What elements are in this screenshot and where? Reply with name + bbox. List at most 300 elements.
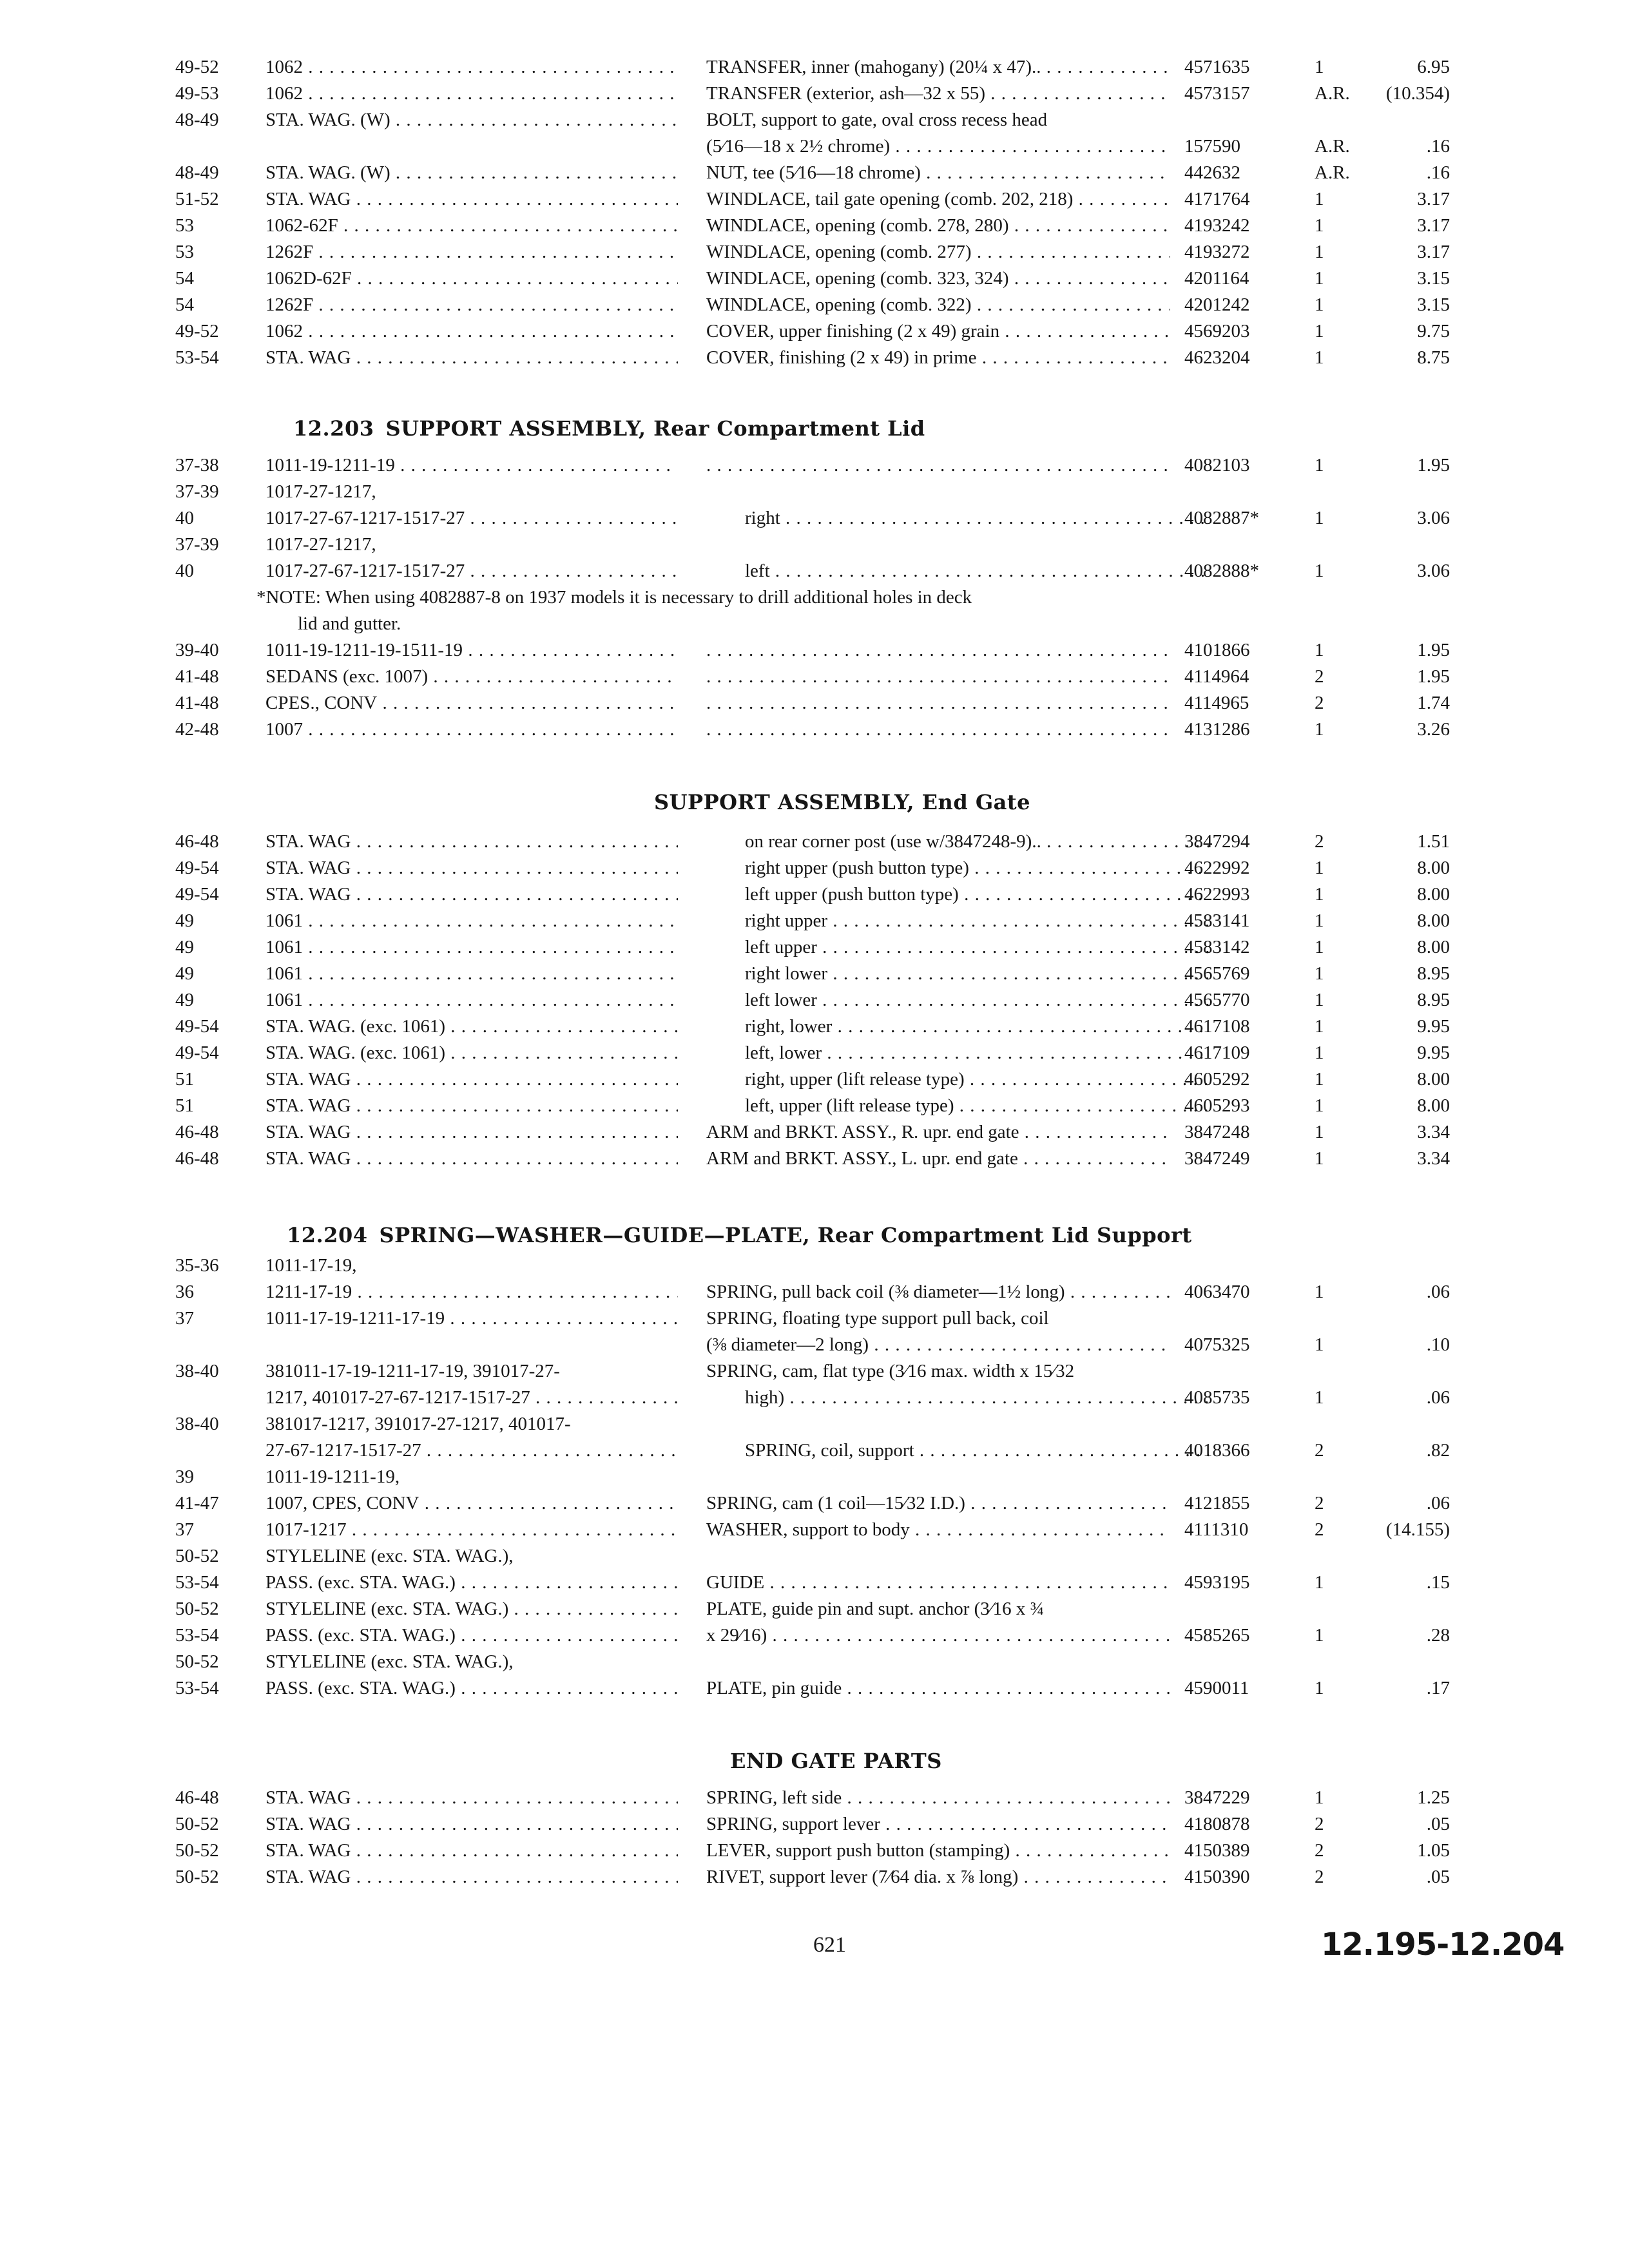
table-row bbox=[0, 1596, 1629, 1622]
year-range: 51 bbox=[175, 1095, 194, 1116]
section-title: END GATE PARTS bbox=[730, 1749, 942, 1773]
price: (14.155) bbox=[1385, 1519, 1450, 1540]
price: .15 bbox=[1426, 1572, 1450, 1593]
model-number: 1061 . . . bbox=[265, 934, 678, 961]
part-number: 4583142 bbox=[1184, 937, 1250, 957]
quantity: A.R. bbox=[1315, 83, 1350, 104]
part-number: 4150390 bbox=[1184, 1867, 1250, 1887]
table-row bbox=[0, 265, 1629, 292]
quantity: 1 bbox=[1315, 719, 1324, 740]
part-description: BOLT, support to gate, oval cross recess head bbox=[706, 110, 1048, 130]
quantity: 1 bbox=[1315, 1016, 1324, 1037]
price: 8.00 bbox=[1417, 937, 1450, 957]
price: 3.17 bbox=[1417, 215, 1450, 236]
table-row bbox=[0, 186, 1629, 213]
note-line-1: *NOTE: When using 4082887-8 on 1937 models it is necessary to drill additional holes in deck bbox=[256, 587, 972, 608]
part-description bbox=[706, 452, 1170, 479]
part-description: right, lower . . . bbox=[706, 1014, 1209, 1040]
table-row bbox=[0, 1517, 1629, 1543]
price: 8.00 bbox=[1417, 910, 1450, 931]
part-number: 3847229 bbox=[1184, 1787, 1250, 1808]
model-number: 27-67-1217-1517-27 . . . bbox=[265, 1437, 678, 1464]
model-number: 1011-17-19, bbox=[265, 1255, 357, 1276]
model-number: STA. WAG . . . bbox=[265, 1119, 678, 1146]
part-number: 4565770 bbox=[1184, 990, 1250, 1010]
quantity: 2 bbox=[1315, 1440, 1324, 1461]
part-number: 442632 bbox=[1184, 162, 1240, 183]
table-row bbox=[0, 452, 1629, 479]
price: 8.75 bbox=[1417, 347, 1450, 368]
table-row bbox=[0, 829, 1629, 855]
price: 8.00 bbox=[1417, 884, 1450, 905]
quantity: 1 bbox=[1315, 910, 1324, 931]
model-number: STA. WAG . . . bbox=[265, 1093, 678, 1119]
quantity: 1 bbox=[1315, 858, 1324, 878]
quantity: 1 bbox=[1315, 1625, 1324, 1646]
table-row bbox=[0, 292, 1629, 318]
quantity: 1 bbox=[1315, 937, 1324, 957]
part-description: SPRING, left side . . . bbox=[706, 1785, 1170, 1811]
year-range: 53-54 bbox=[175, 1678, 219, 1698]
note-line-2: lid and gutter. bbox=[298, 613, 401, 634]
table-row bbox=[0, 961, 1629, 987]
year-range: 49 bbox=[175, 937, 194, 957]
price: 3.26 bbox=[1417, 719, 1450, 740]
part-number: 4082888* bbox=[1184, 561, 1259, 581]
year-range: 53-54 bbox=[175, 347, 219, 368]
model-number: 1061 . . . bbox=[265, 987, 678, 1014]
price: .05 bbox=[1426, 1814, 1450, 1834]
table-row bbox=[0, 637, 1629, 664]
year-range: 54 bbox=[175, 268, 194, 289]
table-row bbox=[0, 1358, 1629, 1385]
table-row bbox=[0, 1811, 1629, 1838]
part-description: left, lower . . . bbox=[706, 1040, 1209, 1066]
quantity: 1 bbox=[1315, 990, 1324, 1010]
year-range: 51-52 bbox=[175, 189, 219, 209]
part-description: on rear corner post (use w/3847248-9).. . . . bbox=[706, 829, 1209, 855]
part-number: 4623204 bbox=[1184, 347, 1250, 368]
price: 3.34 bbox=[1417, 1122, 1450, 1142]
price: 8.00 bbox=[1417, 1095, 1450, 1116]
part-description: RIVET, support lever (7⁄64 dia. x ⅞ long) . . . bbox=[706, 1864, 1170, 1890]
parts-table-spring-washer-guide-plate bbox=[0, 1253, 1629, 1702]
year-range: 46-48 bbox=[175, 1122, 219, 1142]
model-number: 1217, 401017-27-67-1217-1517-27 . . . bbox=[265, 1385, 678, 1411]
table-row bbox=[0, 239, 1629, 265]
part-number: 4583141 bbox=[1184, 910, 1250, 931]
quantity: 1 bbox=[1315, 1148, 1324, 1169]
part-description: PLATE, pin guide . . . bbox=[706, 1675, 1170, 1702]
part-number: 4622993 bbox=[1184, 884, 1250, 905]
quantity: 1 bbox=[1315, 294, 1324, 315]
part-description: left upper (push button type) . . . bbox=[706, 881, 1209, 908]
part-number: 3847294 bbox=[1184, 831, 1250, 852]
year-range: 53 bbox=[175, 242, 194, 262]
model-number: STA. WAG . . . bbox=[265, 186, 678, 213]
price: 6.95 bbox=[1417, 57, 1450, 77]
part-number: 4101866 bbox=[1184, 640, 1250, 660]
table-row bbox=[0, 213, 1629, 239]
parts-table-lid-support-continued bbox=[0, 637, 1629, 743]
model-number: STA. WAG . . . bbox=[265, 881, 678, 908]
table-row bbox=[0, 1066, 1629, 1093]
section-range: 12.195-12.204 bbox=[1321, 1927, 1565, 1963]
table-row bbox=[0, 1570, 1629, 1596]
part-number: 4171764 bbox=[1184, 189, 1250, 209]
price: .28 bbox=[1426, 1625, 1450, 1646]
model-number: PASS. (exc. STA. WAG.) . . . bbox=[265, 1675, 678, 1702]
price: 1.51 bbox=[1417, 831, 1450, 852]
table-row bbox=[0, 1675, 1629, 1702]
page-number: 621 bbox=[813, 1933, 846, 1957]
price: 1.95 bbox=[1417, 455, 1450, 476]
year-range: 53-54 bbox=[175, 1625, 219, 1646]
quantity: 1 bbox=[1315, 242, 1324, 262]
table-row bbox=[0, 1864, 1629, 1890]
model-number: 1017-27-1217, bbox=[265, 481, 376, 502]
table-row bbox=[0, 881, 1629, 908]
price: 3.34 bbox=[1417, 1148, 1450, 1169]
year-range: 49 bbox=[175, 910, 194, 931]
table-row bbox=[0, 1490, 1629, 1517]
part-description: WINDLACE, opening (comb. 278, 280) . . . bbox=[706, 213, 1170, 239]
part-description: right, upper (lift release type) . . . bbox=[706, 1066, 1209, 1093]
part-number: 3847248 bbox=[1184, 1122, 1250, 1142]
price: 9.75 bbox=[1417, 321, 1450, 341]
part-description: SPRING, support lever . . . bbox=[706, 1811, 1170, 1838]
model-number: PASS. (exc. STA. WAG.) . . . bbox=[265, 1622, 678, 1649]
part-number: 4622992 bbox=[1184, 858, 1250, 878]
quantity: 1 bbox=[1315, 1043, 1324, 1063]
table-row bbox=[0, 107, 1629, 133]
quantity: 1 bbox=[1315, 1095, 1324, 1116]
year-range: 53 bbox=[175, 215, 194, 236]
table-row bbox=[0, 505, 1629, 532]
part-number: 4201164 bbox=[1184, 268, 1249, 289]
model-number: 1011-19-1211-19-1511-19 . . . bbox=[265, 637, 678, 664]
price: .17 bbox=[1426, 1678, 1450, 1698]
table-row bbox=[0, 1040, 1629, 1066]
quantity: 2 bbox=[1315, 693, 1324, 713]
model-number: 1061 . . . bbox=[265, 908, 678, 934]
year-range: 39 bbox=[175, 1466, 194, 1487]
part-description: SPRING, pull back coil (⅜ diameter—1½ long) . . . bbox=[706, 1279, 1170, 1305]
quantity: A.R. bbox=[1315, 136, 1350, 157]
model-number: 1211-17-19 . . . bbox=[265, 1279, 678, 1305]
part-description: SPRING, floating type support pull back, coil bbox=[706, 1308, 1049, 1329]
support-note bbox=[0, 584, 1629, 637]
part-number: 4617109 bbox=[1184, 1043, 1250, 1063]
model-number: STA. WAG. (exc. 1061) . . . bbox=[265, 1040, 678, 1066]
part-number: 4585265 bbox=[1184, 1625, 1250, 1646]
year-range: 48-49 bbox=[175, 162, 219, 183]
model-number: 1011-19-1211-19 . . . bbox=[265, 452, 678, 479]
model-number: CPES., CONV . . . bbox=[265, 690, 678, 716]
part-description: COVER, finishing (2 x 49) in prime . . . bbox=[706, 345, 1170, 371]
year-range: 49-52 bbox=[175, 57, 219, 77]
table-row bbox=[0, 1146, 1629, 1172]
table-row bbox=[0, 160, 1629, 186]
table-row bbox=[0, 855, 1629, 881]
year-range: 36 bbox=[175, 1282, 194, 1302]
year-range: 46-48 bbox=[175, 1148, 219, 1169]
part-number: 4114965 bbox=[1184, 693, 1249, 713]
model-number: PASS. (exc. STA. WAG.) . . . bbox=[265, 1570, 678, 1596]
year-range: 50-52 bbox=[175, 1599, 219, 1619]
year-range: 51 bbox=[175, 1069, 194, 1090]
quantity: 2 bbox=[1315, 831, 1324, 852]
part-number: 4590011 bbox=[1184, 1678, 1249, 1698]
model-number: 1262F . . . bbox=[265, 239, 678, 265]
year-range: 37 bbox=[175, 1308, 194, 1329]
table-row bbox=[0, 1649, 1629, 1675]
section-heading-12-204 bbox=[287, 1223, 1192, 1247]
table-row bbox=[0, 1014, 1629, 1040]
part-description: GUIDE . . . bbox=[706, 1570, 1170, 1596]
model-number: 1011-17-19-1211-17-19 . . . bbox=[265, 1305, 678, 1332]
part-number: 4150389 bbox=[1184, 1840, 1250, 1861]
table-row bbox=[0, 934, 1629, 961]
year-range: 49 bbox=[175, 963, 194, 984]
model-number: STA. WAG . . . bbox=[265, 855, 678, 881]
quantity: 1 bbox=[1315, 1787, 1324, 1808]
table-row bbox=[0, 1785, 1629, 1811]
model-number: 1017-1217 . . . bbox=[265, 1517, 678, 1543]
quantity: 1 bbox=[1315, 189, 1324, 209]
table-row bbox=[0, 1385, 1629, 1411]
part-description: LEVER, support push button (stamping) . . . bbox=[706, 1838, 1170, 1864]
year-range: 35-36 bbox=[175, 1255, 219, 1276]
part-description: WINDLACE, opening (comb. 322) . . . bbox=[706, 292, 1170, 318]
table-row bbox=[0, 345, 1629, 371]
parts-table-lid-support bbox=[0, 452, 1629, 584]
model-number: STA. WAG. (exc. 1061) . . . bbox=[265, 1014, 678, 1040]
price: 3.06 bbox=[1417, 561, 1450, 581]
model-number: SEDANS (exc. 1007) . . . bbox=[265, 664, 678, 690]
part-description bbox=[706, 690, 1170, 716]
quantity: 1 bbox=[1315, 347, 1324, 368]
quantity: 1 bbox=[1315, 884, 1324, 905]
part-number: 4121855 bbox=[1184, 1493, 1250, 1514]
part-description: left, upper (lift release type) . . . bbox=[706, 1093, 1209, 1119]
price: 1.95 bbox=[1417, 666, 1450, 687]
quantity: 1 bbox=[1315, 1678, 1324, 1698]
model-number: 1017-27-1217, bbox=[265, 534, 376, 555]
part-description: COVER, upper finishing (2 x 49) grain . . . bbox=[706, 318, 1170, 345]
price: 3.06 bbox=[1417, 508, 1450, 528]
section-number: 12.203 bbox=[293, 416, 374, 441]
table-row bbox=[0, 479, 1629, 505]
section-heading-end-gate-parts bbox=[730, 1749, 942, 1773]
model-number: 1062-62F . . . bbox=[265, 213, 678, 239]
part-description: left upper . . . bbox=[706, 934, 1209, 961]
part-number: 4565769 bbox=[1184, 963, 1250, 984]
table-row bbox=[0, 1464, 1629, 1490]
model-number: STA. WAG . . . bbox=[265, 1838, 678, 1864]
price: 9.95 bbox=[1417, 1016, 1450, 1037]
price: .06 bbox=[1426, 1387, 1450, 1408]
year-range: 37-39 bbox=[175, 534, 219, 555]
part-number: 4617108 bbox=[1184, 1016, 1250, 1037]
section-heading-end-gate-support bbox=[654, 790, 1030, 814]
part-description: right upper . . . bbox=[706, 908, 1209, 934]
part-number: 4111310 bbox=[1184, 1519, 1249, 1540]
quantity: 1 bbox=[1315, 508, 1324, 528]
table-row bbox=[0, 318, 1629, 345]
parts-table-end-gate-parts bbox=[0, 1785, 1629, 1890]
model-number: STYLELINE (exc. STA. WAG.), bbox=[265, 1651, 514, 1672]
table-row bbox=[0, 1622, 1629, 1649]
year-range: 40 bbox=[175, 508, 194, 528]
table-row bbox=[0, 908, 1629, 934]
part-description: SPRING, coil, support . . . bbox=[706, 1437, 1209, 1464]
price: .16 bbox=[1426, 136, 1450, 157]
part-number: 4569203 bbox=[1184, 321, 1250, 341]
year-range: 49-54 bbox=[175, 1043, 219, 1063]
model-number: STYLELINE (exc. STA. WAG.) . . . bbox=[265, 1596, 678, 1622]
price: 1.25 bbox=[1417, 1787, 1450, 1808]
year-range: 41-48 bbox=[175, 693, 219, 713]
quantity: 1 bbox=[1315, 640, 1324, 660]
model-number: STA. WAG . . . bbox=[265, 345, 678, 371]
price: 3.17 bbox=[1417, 242, 1450, 262]
quantity: 2 bbox=[1315, 1493, 1324, 1514]
model-number: 381011-17-19-1211-17-19, 391017-27- bbox=[265, 1361, 560, 1381]
model-number: STA. WAG . . . bbox=[265, 1066, 678, 1093]
year-range: 37-38 bbox=[175, 455, 219, 476]
table-row bbox=[0, 1437, 1629, 1464]
model-number: 1061 . . . bbox=[265, 961, 678, 987]
year-range: 53-54 bbox=[175, 1572, 219, 1593]
table-row bbox=[0, 716, 1629, 743]
part-number: 4082103 bbox=[1184, 455, 1250, 476]
section-title: SUPPORT ASSEMBLY, End Gate bbox=[654, 790, 1031, 814]
table-row bbox=[0, 1543, 1629, 1570]
year-range: 49-52 bbox=[175, 321, 219, 341]
quantity: 1 bbox=[1315, 963, 1324, 984]
quantity: 2 bbox=[1315, 1840, 1324, 1861]
section-number: 12.204 bbox=[287, 1223, 368, 1247]
quantity: A.R. bbox=[1315, 162, 1350, 183]
part-number: 4131286 bbox=[1184, 719, 1250, 740]
quantity: 1 bbox=[1315, 321, 1324, 341]
table-row bbox=[0, 1332, 1629, 1358]
year-range: 49-53 bbox=[175, 83, 219, 104]
part-description: WASHER, support to body . . . bbox=[706, 1517, 1170, 1543]
model-number: STA. WAG . . . bbox=[265, 829, 678, 855]
model-number: 1062 . . . bbox=[265, 81, 678, 107]
part-description: high) . . . bbox=[706, 1385, 1209, 1411]
model-number: STA. WAG . . . bbox=[265, 1146, 678, 1172]
table-row bbox=[0, 1411, 1629, 1437]
quantity: 2 bbox=[1315, 1814, 1324, 1834]
year-range: 42-48 bbox=[175, 719, 219, 740]
year-range: 49-54 bbox=[175, 884, 219, 905]
model-number: 1062 . . . bbox=[265, 318, 678, 345]
part-description bbox=[706, 716, 1170, 743]
model-number: 1007, CPES, CONV . . . bbox=[265, 1490, 678, 1517]
model-number: STA. WAG . . . bbox=[265, 1785, 678, 1811]
table-row bbox=[0, 1093, 1629, 1119]
year-range: 39-40 bbox=[175, 640, 219, 660]
part-number: 4018366 bbox=[1184, 1440, 1250, 1461]
year-range: 49 bbox=[175, 990, 194, 1010]
model-number: STYLELINE (exc. STA. WAG.), bbox=[265, 1546, 514, 1566]
part-description bbox=[706, 664, 1170, 690]
price: 1.74 bbox=[1417, 693, 1450, 713]
model-number: STA. WAG. (W) . . . bbox=[265, 107, 678, 133]
part-number: 4082887* bbox=[1184, 508, 1259, 528]
part-number: 4085735 bbox=[1184, 1387, 1250, 1408]
table-row bbox=[0, 664, 1629, 690]
year-range: 50-52 bbox=[175, 1651, 219, 1672]
year-range: 54 bbox=[175, 294, 194, 315]
price: 1.95 bbox=[1417, 640, 1450, 660]
quantity: 2 bbox=[1315, 666, 1324, 687]
price: 8.95 bbox=[1417, 990, 1450, 1010]
price: 8.00 bbox=[1417, 858, 1450, 878]
table-row bbox=[0, 133, 1629, 160]
quantity: 1 bbox=[1315, 561, 1324, 581]
table-row bbox=[0, 532, 1629, 558]
price: .05 bbox=[1426, 1867, 1450, 1887]
year-range: 48-49 bbox=[175, 110, 219, 130]
part-number: 4075325 bbox=[1184, 1334, 1250, 1355]
price: 3.15 bbox=[1417, 294, 1450, 315]
table-row bbox=[0, 690, 1629, 716]
part-description: (5⁄16—18 x 2½ chrome) . . . bbox=[706, 133, 1170, 160]
table-row bbox=[0, 1838, 1629, 1864]
parts-table-transfer-windlace-cover bbox=[0, 54, 1629, 371]
year-range: 49-54 bbox=[175, 1016, 219, 1037]
model-number: 1017-27-67-1217-1517-27 . . . bbox=[265, 558, 678, 584]
part-description: right upper (push button type) . . . bbox=[706, 855, 1209, 881]
table-row bbox=[0, 558, 1629, 584]
part-description: TRANSFER (exterior, ash—32 x 55) . . . bbox=[706, 81, 1170, 107]
table-row bbox=[0, 81, 1629, 107]
model-number: 381017-1217, 391017-27-1217, 401017- bbox=[265, 1414, 571, 1434]
model-number: 1262F . . . bbox=[265, 292, 678, 318]
quantity: 2 bbox=[1315, 1519, 1324, 1540]
quantity: 1 bbox=[1315, 57, 1324, 77]
part-description: WINDLACE, opening (comb. 277) . . . bbox=[706, 239, 1170, 265]
part-description: SPRING, cam, flat type (3⁄16 max. width x 15⁄32 bbox=[706, 1361, 1075, 1381]
year-range: 37 bbox=[175, 1519, 194, 1540]
part-description: x 29⁄16) . . . bbox=[706, 1622, 1170, 1649]
price: .06 bbox=[1426, 1282, 1450, 1302]
price: (10.354) bbox=[1385, 83, 1450, 104]
price: .06 bbox=[1426, 1493, 1450, 1514]
year-range: 38-40 bbox=[175, 1414, 219, 1434]
part-number: 4571635 bbox=[1184, 57, 1250, 77]
part-number: 4605292 bbox=[1184, 1069, 1250, 1090]
part-description: WINDLACE, tail gate opening (comb. 202, 218) . . . bbox=[706, 186, 1170, 213]
table-row bbox=[0, 987, 1629, 1014]
quantity: 1 bbox=[1315, 215, 1324, 236]
quantity: 1 bbox=[1315, 1387, 1324, 1408]
section-title: SPRING—WASHER—GUIDE—PLATE, Rear Compartment Lid Support bbox=[379, 1223, 1192, 1247]
part-number: 4193272 bbox=[1184, 242, 1250, 262]
model-number: STA. WAG . . . bbox=[265, 1864, 678, 1890]
model-number: 1062D-62F . . . bbox=[265, 265, 678, 292]
part-description bbox=[706, 637, 1170, 664]
quantity: 1 bbox=[1315, 1572, 1324, 1593]
quantity: 1 bbox=[1315, 1282, 1324, 1302]
year-range: 50-52 bbox=[175, 1814, 219, 1834]
quantity: 2 bbox=[1315, 1867, 1324, 1887]
part-number: 4573157 bbox=[1184, 83, 1250, 104]
